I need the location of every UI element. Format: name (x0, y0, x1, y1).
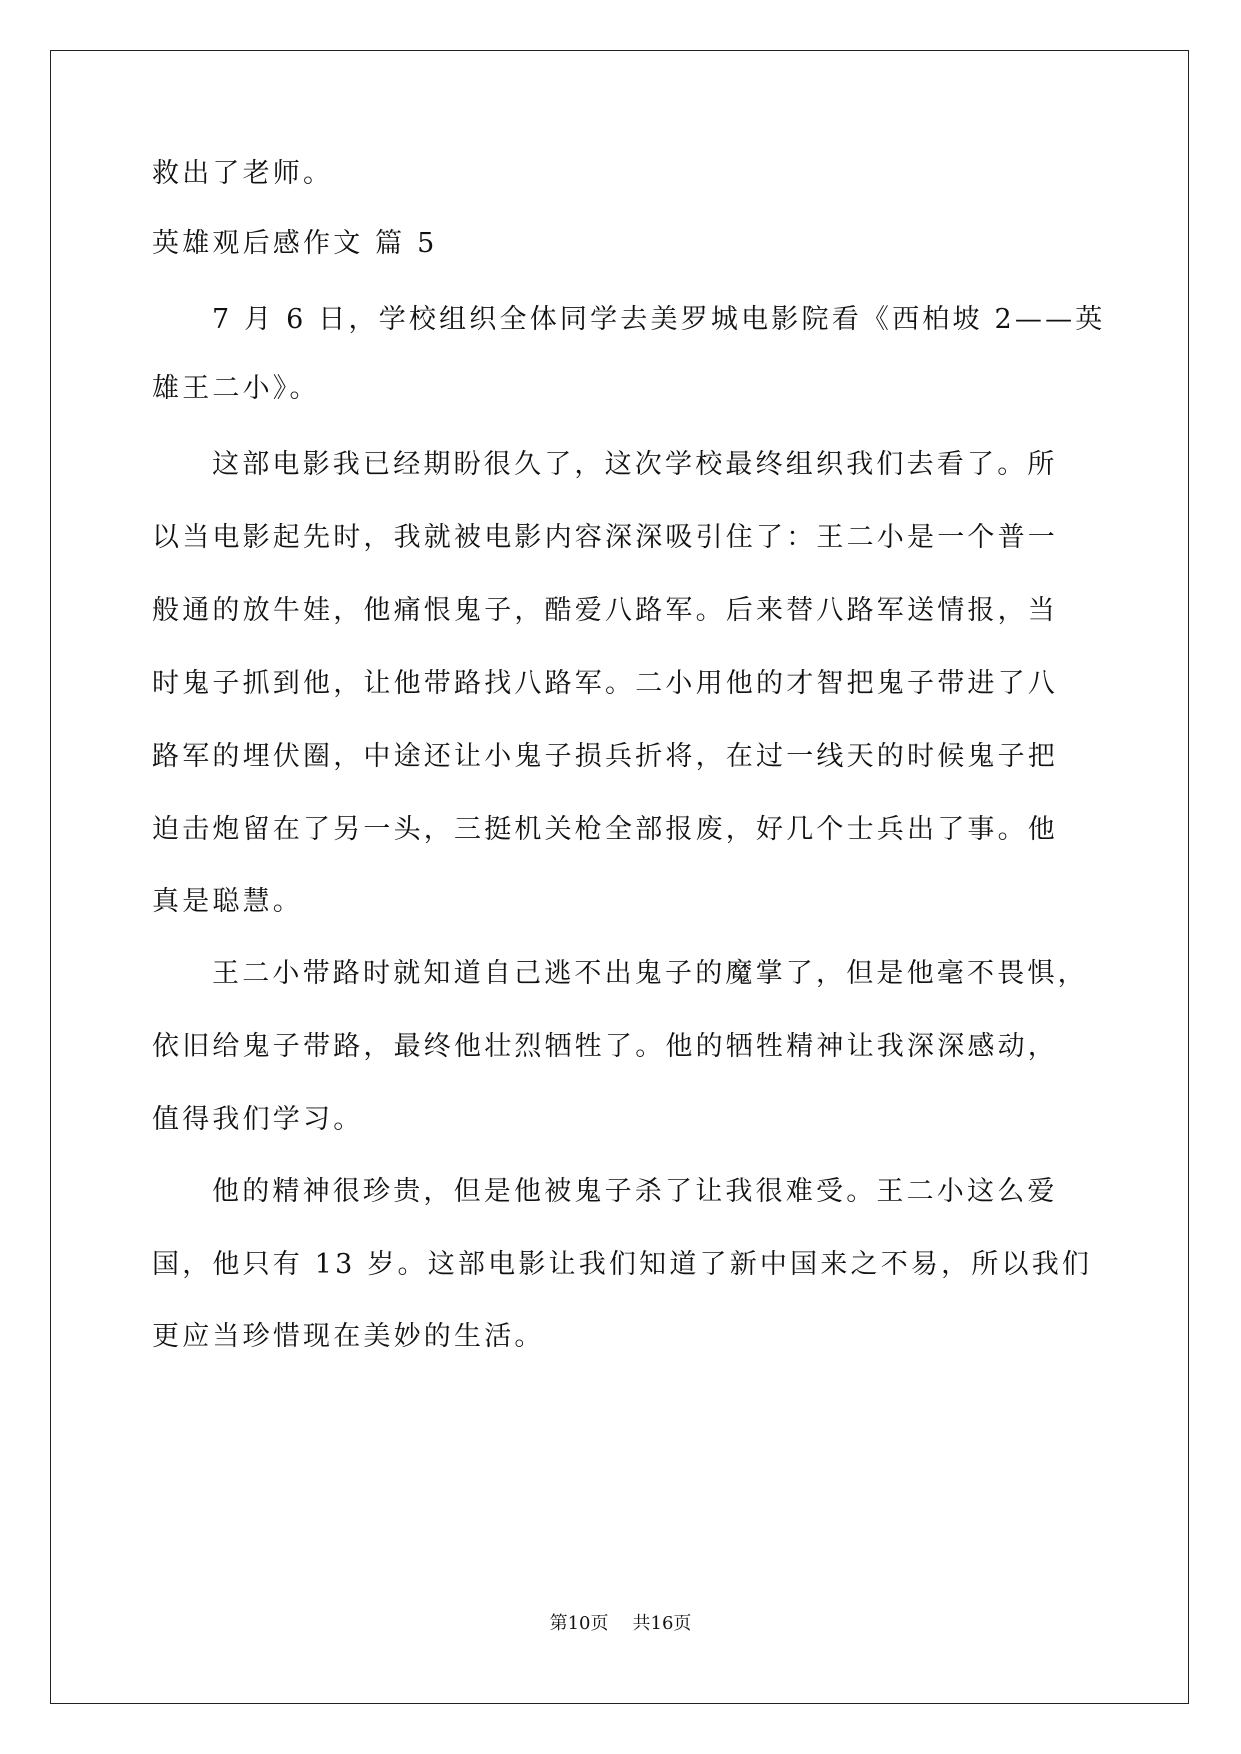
text-line: 王二小带路时就知道自己逃不出鬼子的魔掌了，但是他毫不畏惧， (212, 958, 1088, 989)
page-total: 共16页 (632, 1613, 692, 1634)
page-border (50, 50, 1189, 1704)
text-line: 雄王二小》。 (152, 373, 320, 404)
text-line: 7 月 6 日，学校组织全体同学去美罗城电影院看《西柏坡 2——英 (212, 304, 1106, 335)
text-line: 值得我们学习。 (152, 1104, 364, 1135)
text-line: 时鬼子抓到他，让他带路找八路军。二小用他的才智把鬼子带进了八 (152, 668, 1058, 699)
text-line: 更应当珍惜现在美妙的生活。 (152, 1321, 545, 1352)
text-line: 这部电影我已经期盼很久了，这次学校最终组织我们去看了。所 (212, 449, 1058, 480)
page-number: 第10页 (549, 1613, 609, 1634)
text-line: 以当电影起先时，我就被电影内容深深吸引住了：王二小是一个普一 (152, 522, 1058, 553)
text-line: 路军的埋伏圈，中途还让小鬼子损兵折将，在过一线天的时候鬼子把 (152, 741, 1058, 772)
text-line: 他的精神很珍贵，但是他被鬼子杀了让我很难受。王二小这么爱 (212, 1176, 1058, 1207)
section-heading: 英雄观后感作文 篇 5 (152, 228, 438, 259)
text-line: 般通的放牛娃，他痛恨鬼子，酷爱八路军。后来替八路军送情报，当 (152, 595, 1058, 626)
page-footer (0, 1613, 1241, 1635)
text-line: 真是聪慧。 (152, 886, 303, 917)
text-line: 国，他只有 13 岁。这部电影让我们知道了新中国来之不易，所以我们 (152, 1249, 1093, 1280)
text-line: 依旧给鬼子带路，最终他壮烈牺牲了。他的牺牲精神让我深深感动， (152, 1031, 1058, 1062)
text-line: 迫击炮留在了另一头，三挺机关枪全部报废，好几个士兵出了事。他 (152, 814, 1058, 845)
text-line: 救出了老师。 (152, 158, 334, 189)
